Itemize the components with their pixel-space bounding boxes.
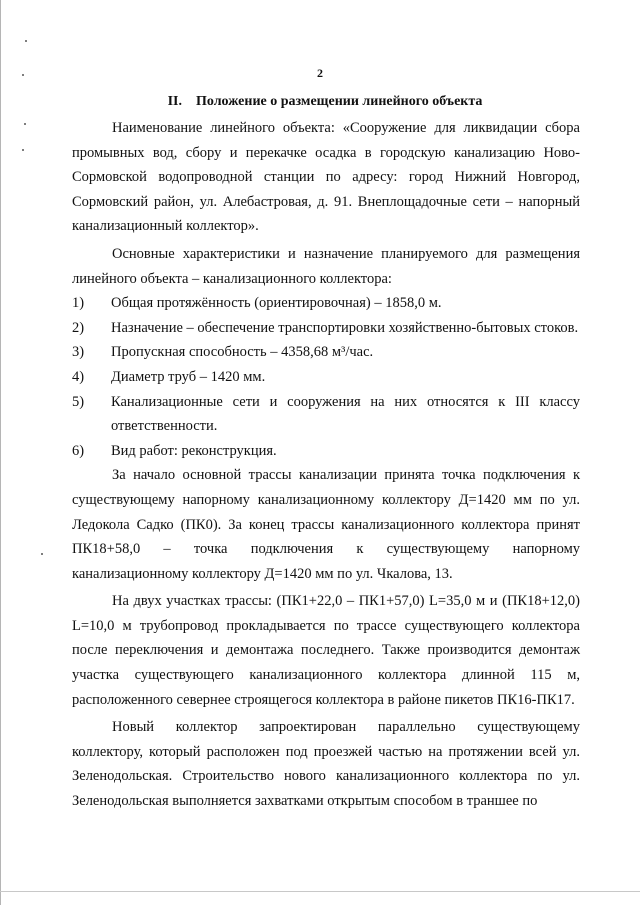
section-title: Положение о размещении линейного объекта (195, 94, 483, 109)
list-item-text: Назначение – обеспечение транспортировки хозяйственно-бытовых стоков. (111, 319, 579, 336)
scan-left-edge (0, 0, 1, 905)
scan-speck (41, 553, 43, 555)
list-item (72, 291, 580, 316)
list-item-number: 5) (72, 393, 85, 410)
list-item (72, 439, 580, 464)
list-item-number: 1) (72, 295, 85, 312)
section-number: II. (167, 94, 182, 109)
paragraph-route-start-end: За начало основной трассы канализации принята точка подключения к существующему напорному канализационному коллектору Д=1420 мм по ул. Ледокола Садко (ПК0). За конец трассы канализационного коллектора принят ПК18+58,0 – точка подключения к существующему напорному канализационному коллектору Д=1420 мм по ул. Чкалова, 13. (72, 467, 580, 582)
paragraph-route-sections: На двух участках трассы: (ПК1+22,0 – ПК1+57,0) L=35,0 м и (ПК18+12,0) L=10,0 м трубопровод прокладывается по трассе существующего коллектора после переключения и демонтажа последнего. Также производится демонтаж участка существующего канализационного коллектора длинной 115 м, расположенного севернее строящегося коллектора в районе пикетов ПК16-ПК17. (72, 593, 580, 708)
paragraph-characteristics-intro: Основные характеристики и назначение планируемого для размещения линейного объекта – канализационного коллектора: (72, 245, 580, 287)
list-item-text: Пропускная способность – 4358,68 м³/час. (111, 344, 374, 361)
list-item-text: Диаметр труб – 1420 мм. (111, 368, 266, 385)
characteristics-list (72, 291, 580, 463)
paragraph-object-name: Наименование линейного объекта: «Сооружение для ликвидации сбора промывных вод, сбору и перекачке осадка в городскую канализацию Ново-Сормовской водопроводной станции по адресу: город Нижний Новгород, Сормовский район, ул. Алебастровая, д. 91. Внеплощадочные сети – напорный канализационный коллектор». (72, 120, 580, 235)
list-item (72, 390, 580, 439)
list-item-text: Вид работ: реконструкция. (111, 442, 277, 459)
scan-speck (22, 149, 24, 151)
list-item (72, 365, 580, 390)
scan-bottom-edge (0, 891, 640, 892)
document-body (72, 116, 580, 814)
list-item (72, 340, 580, 365)
list-item-text: Общая протяжённость (ориентировочная) – 1858,0 м. (111, 295, 442, 312)
paragraph-new-collector: Новый коллектор запроектирован параллельно существующему коллектору, который расположен под проезжей частью на протяжении всей ул. Зеленодольская. Строительство нового канализационного коллектора по ул. Зеленодольская выполняется захватками открытым способом в траншее по (72, 719, 580, 810)
list-item-number: 3) (72, 344, 85, 361)
list-item-text: Канализационные сети и сооружения на них относятся к III классу ответственности. (111, 393, 580, 435)
section-heading (0, 94, 640, 110)
scan-speck (25, 40, 27, 42)
list-item-number: 4) (72, 368, 85, 385)
list-item (72, 316, 580, 341)
page-number: 2 (317, 66, 323, 80)
list-item-number: 6) (72, 442, 85, 459)
scan-speck (24, 123, 26, 125)
list-item-number: 2) (72, 319, 85, 336)
